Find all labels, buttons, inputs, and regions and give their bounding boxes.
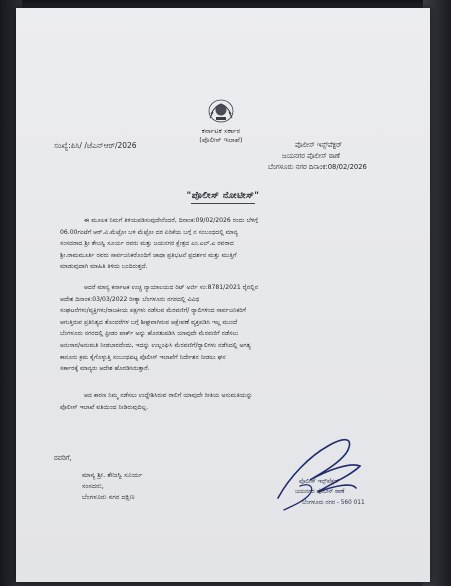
recipient-constituency: ಬೆಂಗಳೂರು ನಗರ ದಕ್ಷಿಣ [82, 493, 135, 501]
stamp-designation: ಪೊಲೀಸ್ ಇನ್ಸ್‌ಪೆಕ್ಟರ್ [299, 479, 339, 485]
recipient-title: ಸಂಸದರು, [82, 482, 104, 490]
title-underline [191, 203, 255, 204]
paragraph-line: ಬೆಂಗಳೂರು ನಗರದಲ್ಲಿ ಫ್ರೀಡಂ ಪಾರ್ಕ್ ಅನ್ನು ಹೊರತುಪಡಿಸಿ ಯಾವುದೇ ಮೆರವಣಿಗೆ ನಡೆಸಲು [60, 330, 239, 338]
paragraph-line: ಮಾಡುವುದಾಗಿ ಮಾಹಿತಿ ತಿಳಿದು ಬಂದಿರುತ್ತದೆ. [60, 263, 148, 271]
paragraph-line: ಆಗುತ್ತಿರುವ ಪ್ರತಿನಿತ್ಯದ ತೊಂದರೆಗಳ ಬಗ್ಗೆ ಶೀಘ್ರವಾಗಿರುವ ಆಕ್ಷೇಪಣೆ ವ್ಯಕ್ತಪಡಿಸಿ ಇಲ್ಲ ಮುಂದೆ [60, 318, 238, 326]
notice-paper [16, 8, 430, 582]
office-city-date: ಬೆಂಗಳೂರು ನಗರ ದಿನಾಂಕ:08/02/2026 [268, 163, 367, 171]
paragraph-intro [60, 215, 406, 273]
paragraph-line: ಆದರೆ ಮಾನ್ಯ ಕರ್ನಾಟಕ ಉಚ್ಚ ನ್ಯಾಯಾಲಯದ ರಿಟ್ ಅರ್ಜಿ ಸಂ:8781/2021 ರೈನಲ್ಲಿನ [84, 284, 259, 291]
stamp-station: ಜಯನಗರ ಪೊಲೀಸ್ ಠಾಣೆ [295, 489, 345, 495]
recipient-name: ಮಾನ್ಯ ಶ್ರೀ. ತೇಜಸ್ವಿ ಸೂರ್ಯ [82, 471, 143, 479]
paragraph-line: ಸಂಘಟನೆಗಳು/ವ್ಯಕ್ತಿಗಳು/ರಾಜಕೀಯ ಪಕ್ಷಗಳು ನಡೆಸುವ ಮೆರವಣಿಗೆ/ ರ‍್ಯಾಲಿಗಳಿಂದ ಸಾರ್ವಜನಿಕರಿಗೆ [60, 307, 246, 315]
paragraph-court-order [60, 282, 406, 375]
state-emblem-icon [207, 98, 235, 124]
paragraph-line: ಸರ್ಕಾರಕ್ಕೆ ಮಾನ್ಯರು ಆದೇಶ ಹೊರಡಿಸಿರುತ್ತಾರೆ. [60, 365, 150, 373]
paragraph-line: ಆದ ಕಾರಣ ನಿಮ್ಮ ನಡೆಸಲು ಉದ್ದೇಶಿಸಿರುವ ರಾಲಿಗೆ ಯಾವುದೇ ರೀತಿಯ ಅನುಮತಿಯನ್ನು [84, 392, 253, 399]
office-station: ಜಯನಗರ ಪೊಲೀಸ್ ಠಾಣೆ [282, 152, 340, 160]
office-designation: ಪೊಲೀಸ್ ಇನ್ಸ್‌ಪೆಕ್ಟರ್ [295, 141, 342, 149]
paragraph-line: ಅನುಸಾರ/ಅನುಮತಿ ನೀಡಬಾರದೆಂದು, ಇದನ್ನು ಉಲ್ಲಂಘಿಸಿ ಮೆರವಣಿಗೆ/ರ‍್ಯಾಲಿಗಳು ನಡೆಸಿದಲ್ಲಿ ಅಗತ್ಯ [60, 341, 251, 349]
paragraph-line: ಸಂಸದರಾದ ಶ್ರೀ ತೇಜಸ್ವಿ ಸೂರ್ಯ ರವರು ಮತ್ತು ಜಯನಗರ ಕ್ಷೇತ್ರದ ಎಂ.ಎಲ್.ಎ ರವರಾದ [60, 240, 234, 248]
paragraph-line: 06.00ಗಂಟೆಗೆ ಆರ್.ವಿ.ಮೆಟ್ರೋ ಬಳಿ ಮೆಟ್ರೋ ದರ ಏರಿಕೆಯ ಬಗ್ಗೆ ನ ಸಂಬಂಧದಲ್ಲಿ ಮಾನ್ಯ [60, 228, 238, 236]
paragraph-line: ಆದೇಶ ದಿನಾಂಕ:03/03/2022 ರೀತ್ಯಾ ಬೆಂಗಳೂರು ನಗರದಲ್ಲಿ ವಿವಿಧ [60, 295, 200, 303]
notice-title: "ಪೊಲೀಸ್ ನೋಟೀಸ್" [186, 191, 260, 201]
govt-name: ಕರ್ನಾಟಕ ಸರ್ಕಾರ [201, 127, 241, 135]
paragraph-line: ಈ ಮೂಲಕ ನಿಮಗೆ ತಿಳಿಯಪಡಿಸುವುದೇನೆಂದರೆ, ದಿನಾಂಕ:09/02/2026 ರಂದು ಬೆಳಿಗ್ಗೆ [84, 217, 259, 224]
stamp-city: ಬೆಂಗಳೂರು ನಗರ - 560 011 [302, 500, 365, 506]
paragraph-conclusion [60, 390, 406, 413]
closing-salutation: ರವರಿಗೆ, [54, 454, 72, 462]
paragraph-line: ಶ್ರೀ.ರಾಮಮೂರ್ತಿ ರವರು ಸಾರ್ವಜನಿಕರೊಂದಿಗೆ ಜಾಥಾ ಪ್ರತಿಭಟನೆ ಪ್ರದರ್ಶನ ಮತ್ತು ಮುತ್ತಿಗೆ [60, 251, 237, 259]
paragraph-line: ಪೊಲೀಸ್ ಇಲಾಖೆ ವತಿಯಿಂದ ನೀಡಿರುವುದಿಲ್ಲ. [60, 403, 149, 411]
paragraph-line: ಕಾನೂನು ಕ್ರಮ ಕೈಗೊಳ್ಳುತ್ತಿ ಸಂಬಂಧಪಟ್ಟ ಪೊಲೀಸ್ ಇಲಾಖೆಗೆ ನಿರ್ದೇಶನ ನೀಡಲು ಘನ [60, 353, 226, 361]
dept-name: (ಪೊಲೀಸ್ ಇಲಾಖೆ) [199, 136, 243, 144]
reference-number: ಸಂಖ್ಯೆ:ಪಿಸಿ/ /ಜೆಎನ್‌ಆರ್/2026 [54, 141, 137, 150]
